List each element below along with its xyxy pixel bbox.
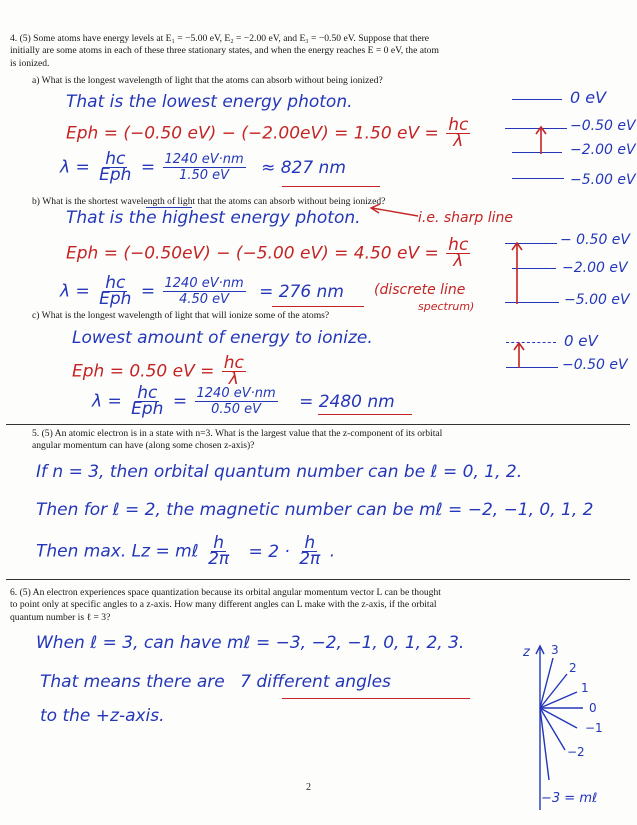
q4b-question: b) What is the shortest wavelength of light that the atoms can absorb without being ionized?	[32, 196, 386, 207]
q4c-lam-den2: 0.50 eV	[211, 402, 262, 417]
q4a-diag-200: −2.00 eV	[570, 142, 636, 158]
q4b-line1: That is the highest energy photon.	[66, 208, 361, 228]
q6-question-line2: to point only at specific angles to a z-axis. How many different angles can L make with the z-axis, if the orbital	[10, 599, 437, 611]
q4c-result: = 2480 nm	[299, 391, 395, 412]
q5-h1: h	[213, 533, 224, 553]
q4a-question: a) What is the longest wavelength of light that the atoms can absorb without being ionized?	[32, 75, 383, 86]
q4c-hc: hc	[223, 353, 244, 373]
q4b-eq: =	[140, 281, 156, 302]
q4b-result: = 276 nm	[259, 281, 344, 302]
q4a-lambda: λ	[453, 131, 464, 151]
q4a-diag-500: −5.00 eV	[570, 172, 636, 188]
q6-vector-diagram	[505, 640, 629, 820]
q4c-arrow	[512, 340, 526, 370]
q6-line2-b: 7 different angles	[240, 672, 391, 692]
q4b-lam-num: hc	[105, 273, 126, 293]
q4c-lam-num: hc	[137, 383, 158, 403]
q5-line2: Then for ℓ = 2, the magnetic number can be mℓ = −2, −1, 0, 1, 2	[36, 500, 594, 520]
q6-question-line1: 6. (5) An electron experiences space quantization because its orbital angular momentum vector L can be thought	[10, 587, 441, 598]
q4b-result-underline	[272, 306, 364, 307]
q4b-note: i.e. sharp line	[418, 210, 513, 226]
q4a-line1: That is the lowest energy photon.	[66, 92, 353, 112]
q5-question-line1: 5. (5) An atomic electron is in a state with n=3. What is the largest value that the z-component of its orbital	[32, 428, 443, 439]
q6-diag-m3: −3 = mℓ	[541, 791, 598, 806]
q4c-diag-050: −0.50 eV	[562, 357, 628, 373]
q5-eq-two: = 2 ·	[248, 541, 290, 562]
q4c-line1: Lowest amount of energy to ionize.	[72, 328, 373, 348]
q6-line2-a: That means there are	[40, 672, 225, 692]
q6-diag-z: z	[523, 645, 530, 660]
q4a-lam-den: Eph	[99, 165, 132, 185]
q6-line2	[40, 672, 391, 692]
q4a-lam-den2: 1.50 eV	[179, 168, 230, 183]
q4b-note-arrow	[368, 202, 420, 222]
q6-top-rule	[6, 579, 630, 580]
q4a-diag-0: 0 eV	[570, 88, 607, 107]
q4c-question: c) What is the longest wavelength of light that will ionize some of the atoms?	[32, 310, 330, 321]
q5-2pi2: 2π	[299, 549, 321, 569]
q4a-eq: =	[140, 157, 156, 178]
q4-intro-line1: 4. (5) Some atoms have energy levels at E₁ = −5.00 eV, E₂ = −2.00 eV, and E₃ = −0.50 eV. Suppose that there	[10, 33, 430, 44]
q4b-paren2: spectrum)	[418, 300, 475, 313]
q4c-result-underline	[318, 414, 412, 415]
q6-question-line3: quantum number is ℓ = 3?	[10, 611, 111, 623]
q4c-lambda: λ	[228, 369, 239, 389]
q4a-eph-label: Eph =	[66, 123, 118, 144]
q4a-arrow	[534, 124, 548, 156]
q6-diag-0: 0	[589, 701, 597, 715]
q6-diag-1: 1	[581, 681, 589, 695]
q4b-lam-num2: 1240 eV·nm	[164, 276, 244, 291]
q5-line3	[36, 533, 336, 569]
q4c-lam-label: λ =	[92, 391, 122, 412]
q4-intro-line2: initially are some atoms in each of these three stationary states, and when the energy reaches E = 0 eV, the atom	[10, 45, 439, 57]
q4a-level-0	[512, 99, 562, 100]
q4b-lambda: λ	[453, 251, 464, 271]
q4a-lambda-line	[60, 149, 346, 185]
q4a-eph-expr: (−0.50 eV) − (−2.00eV) = 1.50 eV =	[123, 123, 439, 144]
q4b-diag-200: −2.00 eV	[562, 260, 628, 276]
q4b-arrow	[510, 240, 524, 306]
q4b-hc: hc	[448, 235, 469, 255]
q5-top-rule	[6, 424, 630, 425]
q4b-diag-050: − 0.50 eV	[560, 232, 630, 248]
q4c-lam-num2: 1240 eV·nm	[196, 386, 276, 401]
q5-h2: h	[304, 533, 316, 553]
q4c-eph-line	[72, 353, 248, 389]
q4a-lam-num: hc	[105, 149, 126, 169]
q4b-eph-line	[66, 235, 472, 271]
q6-line1: When ℓ = 3, can have mℓ = −3, −2, −1, 0, 1, 2, 3.	[36, 633, 465, 653]
q4-intro-line3: is ionized.	[10, 57, 50, 69]
q4a-result: ≈ 827 nm	[261, 157, 346, 178]
q4a-lam-num2: 1240 eV·nm	[164, 152, 244, 167]
q6-answer-underline	[282, 698, 470, 699]
q6-line3: to the +z-axis.	[40, 706, 165, 726]
q4a-result-underline	[282, 186, 380, 187]
q5-period: .	[329, 541, 336, 562]
q4c-lambda-line	[92, 383, 395, 419]
q6-diag-m2: −2	[567, 745, 585, 759]
q6-diag-m1: −1	[585, 721, 603, 735]
page-number: 2	[306, 782, 311, 793]
q4b-lam-den2: 4.50 eV	[179, 292, 230, 307]
q5-line3-lead: Then max. Lz = mℓ	[36, 541, 199, 562]
q4a-lam-label: λ =	[60, 157, 90, 178]
q4a-hc: hc	[448, 115, 469, 135]
q4a-level-500	[512, 178, 564, 179]
q4b-lam-den: Eph	[99, 289, 132, 309]
q4a-eph-line	[66, 115, 472, 151]
q5-line1: If n = 3, then orbital quantum number can be ℓ = 0, 1, 2.	[36, 462, 523, 482]
q6-diag-2: 2	[569, 661, 577, 675]
q4b-diag-500: −5.00 eV	[564, 292, 630, 308]
q4a-diag-050: −0.50 eV	[570, 118, 636, 134]
q4b-eph: Eph = (−0.50eV) − (−5.00 eV) = 4.50 eV =	[66, 243, 439, 264]
q4b-lambda-line	[60, 273, 344, 309]
q4c-eph: Eph = 0.50 eV =	[72, 361, 215, 382]
q4c-diag-0: 0 eV	[564, 332, 598, 350]
q4b-paren1: (discrete line	[374, 282, 466, 298]
q4c-eq: =	[172, 391, 188, 412]
q5-2pi1: 2π	[208, 549, 230, 569]
q4b-lam-label: λ =	[60, 281, 90, 302]
q4c-lam-den: Eph	[131, 399, 164, 419]
q6-diag-3: 3	[551, 643, 559, 657]
q5-question-line2: angular momentum can have (along some chosen z-axis)?	[32, 440, 255, 452]
